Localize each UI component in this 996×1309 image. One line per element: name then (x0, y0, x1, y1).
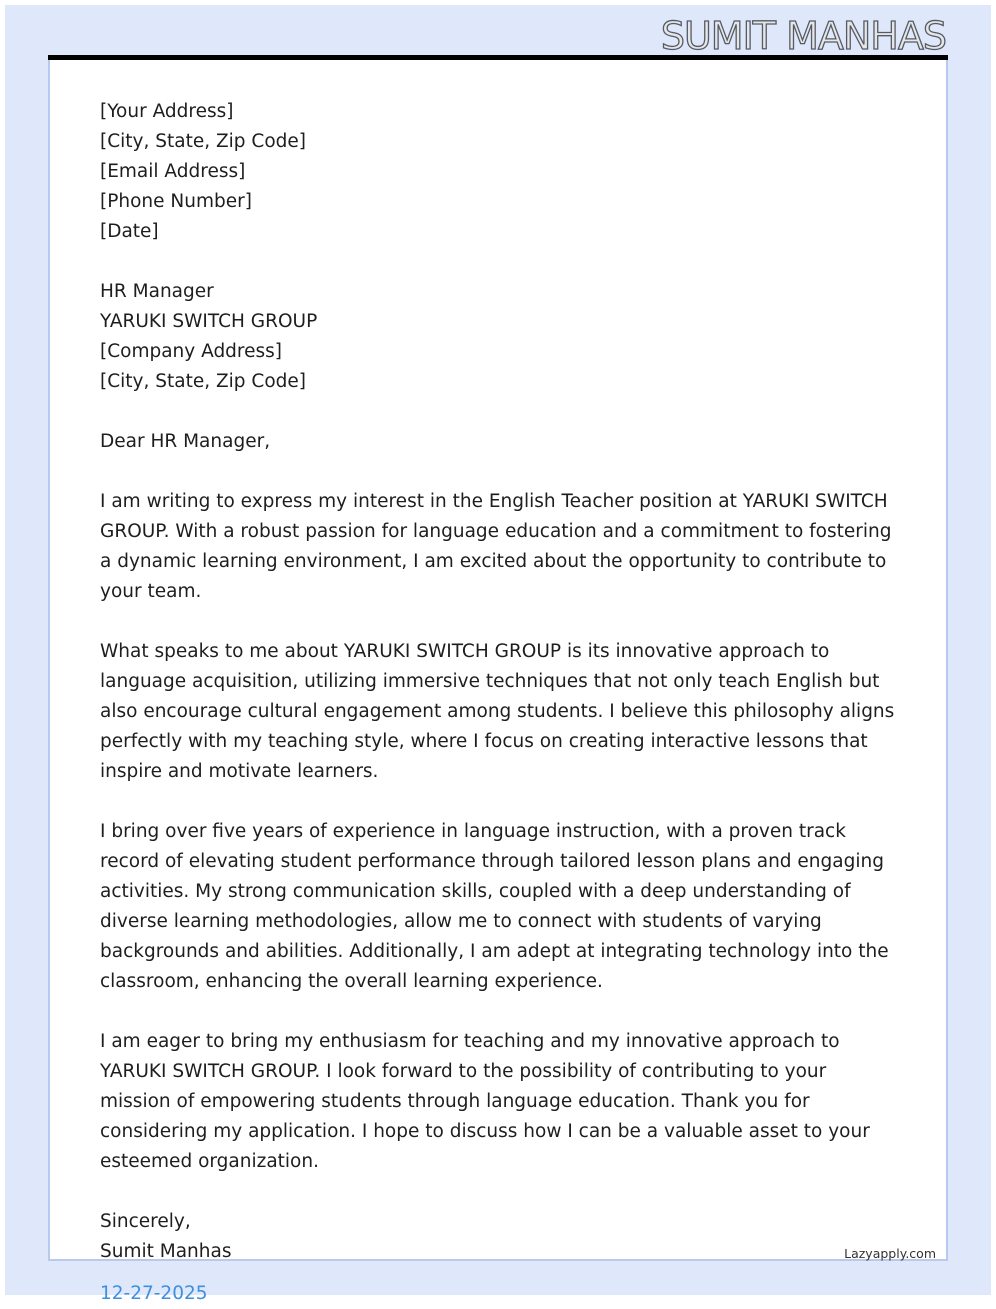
sender-date: [Date] (100, 221, 159, 242)
recipient-address: [Company Address] (100, 341, 283, 362)
sender-city-state-zip: [City, State, Zip Code] (100, 131, 306, 152)
recipient-block (100, 277, 896, 397)
sender-email: [Email Address] (100, 161, 246, 182)
footer-date: 12-27-2025 (100, 1283, 208, 1304)
closing-block (100, 1207, 896, 1267)
recipient-city-state-zip: [City, State, Zip Code] (100, 371, 306, 392)
cover-letter (100, 97, 896, 1267)
salutation: Dear HR Manager, (100, 431, 271, 452)
body-paragraph-2: What speaks to me about YARUKI SWITCH GROUP is its innovative approach to language acquisition, utilizing immersive techniques that not only teach English but also encourage cultural engagement among students. I believe this philosophy aligns perfectly with my teaching style, where I focus on creating interactive lessons that inspire and motivate learners. (100, 641, 895, 782)
author-name-heading: SUMIT MANHAS (660, 14, 946, 58)
body-paragraph-1: I am writing to express my interest in the English Teacher position at YARUKI SWITCH GROUP. With a robust passion for language education and a commitment to fostering a dynamic learning environment, I am excited about the opportunity to contribute to your team. (100, 491, 892, 602)
lazyapply-watermark: Lazyapply.com (844, 1246, 936, 1261)
body-paragraph-3: I bring over five years of experience in language instruction, with a proven track record of elevating student performance through tailored lesson plans and engaging activities. My strong communication skills, coupled with a deep understanding of diverse learning methodologies, allow me to connect with students of varying backgrounds and abilities. Additionally, I am adept at integrating technology into the classroom, enhancing the overall learning experience. (100, 821, 889, 992)
body-paragraph-4: I am eager to bring my enthusiasm for teaching and my innovative approach to YARUKI SWITCH GROUP. I look forward to the possibility of contributing to your mission of empowering students through language education. Thank you for considering my application. I hope to discuss how I can be a valuable asset to your esteemed organization. (100, 1031, 870, 1172)
recipient-company: YARUKI SWITCH GROUP (100, 311, 318, 332)
recipient-title: HR Manager (100, 281, 214, 302)
signature-name: Sumit Manhas (100, 1241, 232, 1262)
valediction: Sincerely, (100, 1211, 191, 1232)
sender-address: [Your Address] (100, 101, 234, 122)
sender-block (100, 97, 896, 247)
sender-phone: [Phone Number] (100, 191, 252, 212)
